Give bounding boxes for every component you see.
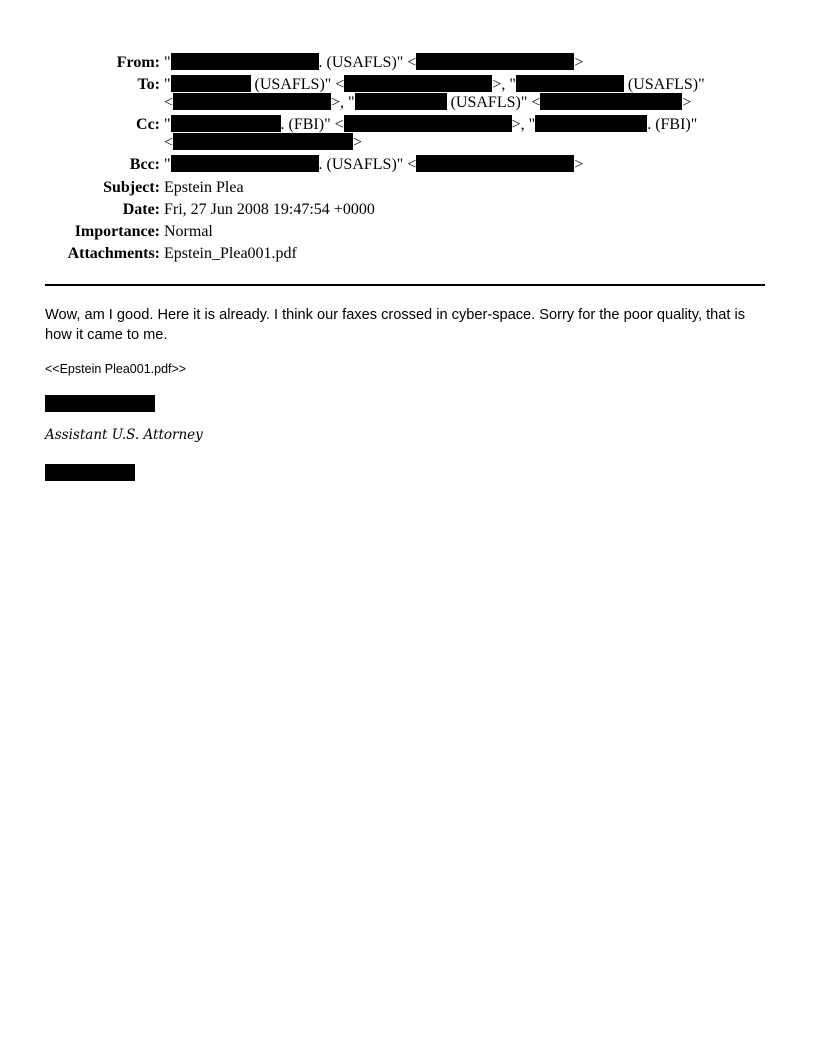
cc-value-line2 (164, 133, 362, 153)
from-value (164, 53, 583, 73)
redaction (416, 53, 574, 70)
redaction (416, 155, 574, 172)
text-fragment: . (USAFLS)" < (318, 54, 417, 71)
redaction (171, 75, 251, 92)
to-label: To: (137, 76, 160, 93)
text-fragment: " (164, 156, 171, 173)
text-fragment: > (574, 156, 584, 173)
signature-contact-redaction (45, 464, 135, 481)
signature-title: Assistant U.S. Attorney (45, 427, 203, 443)
bcc-value (164, 155, 583, 175)
header-divider (45, 284, 765, 286)
email-body-text: Wow, am I good. Here it is already. I think our faxes crossed in cyber-space. Sorry for the poor quality, that is how it came to me. (45, 307, 745, 343)
text-fragment: > (574, 54, 584, 71)
text-fragment: > (682, 94, 692, 111)
text-fragment: < (164, 94, 174, 111)
signature-name-redaction (45, 395, 155, 412)
to-value-line2 (164, 93, 691, 113)
text-fragment: (USAFLS)" < (446, 94, 541, 111)
text-fragment: . (FBI)" (647, 116, 698, 133)
attachments-value[interactable]: Epstein_Plea001.pdf (164, 245, 297, 262)
text-fragment: " (164, 76, 171, 93)
text-fragment: " (164, 116, 171, 133)
importance-label: Importance: (74, 223, 160, 240)
redaction (516, 75, 624, 92)
text-fragment: < (164, 134, 174, 151)
from-label: From: (116, 54, 160, 71)
text-fragment: (USAFLS)" (623, 76, 705, 93)
date-label: Date: (122, 201, 160, 218)
attachment-reference[interactable]: <<Epstein Plea001.pdf>> (45, 362, 187, 376)
redaction (173, 133, 353, 150)
redaction (344, 115, 512, 132)
redaction (540, 93, 682, 110)
redaction (344, 75, 492, 92)
cc-label: Cc: (136, 116, 160, 133)
text-fragment: " (164, 54, 171, 71)
text-fragment: . (USAFLS)" < (318, 156, 417, 173)
text-fragment: >, " (492, 76, 516, 93)
redaction (355, 93, 447, 110)
redaction (535, 115, 647, 132)
subject-value: Epstein Plea (164, 179, 244, 196)
text-fragment: >, " (331, 94, 355, 111)
attachments-label: Attachments: (67, 245, 160, 262)
redaction (173, 93, 331, 110)
redaction (171, 155, 319, 172)
to-value-line1 (164, 75, 705, 95)
date-value: Fri, 27 Jun 2008 19:47:54 +0000 (164, 201, 375, 218)
importance-value: Normal (164, 223, 213, 240)
text-fragment: . (FBI)" < (280, 116, 344, 133)
redaction (171, 53, 319, 70)
cc-value-line1 (164, 115, 697, 135)
subject-label: Subject: (103, 179, 160, 196)
text-fragment: > (353, 134, 363, 151)
text-fragment: (USAFLS)" < (250, 76, 345, 93)
bcc-label: Bcc: (129, 156, 160, 173)
redaction (171, 115, 281, 132)
text-fragment: >, " (511, 116, 536, 133)
